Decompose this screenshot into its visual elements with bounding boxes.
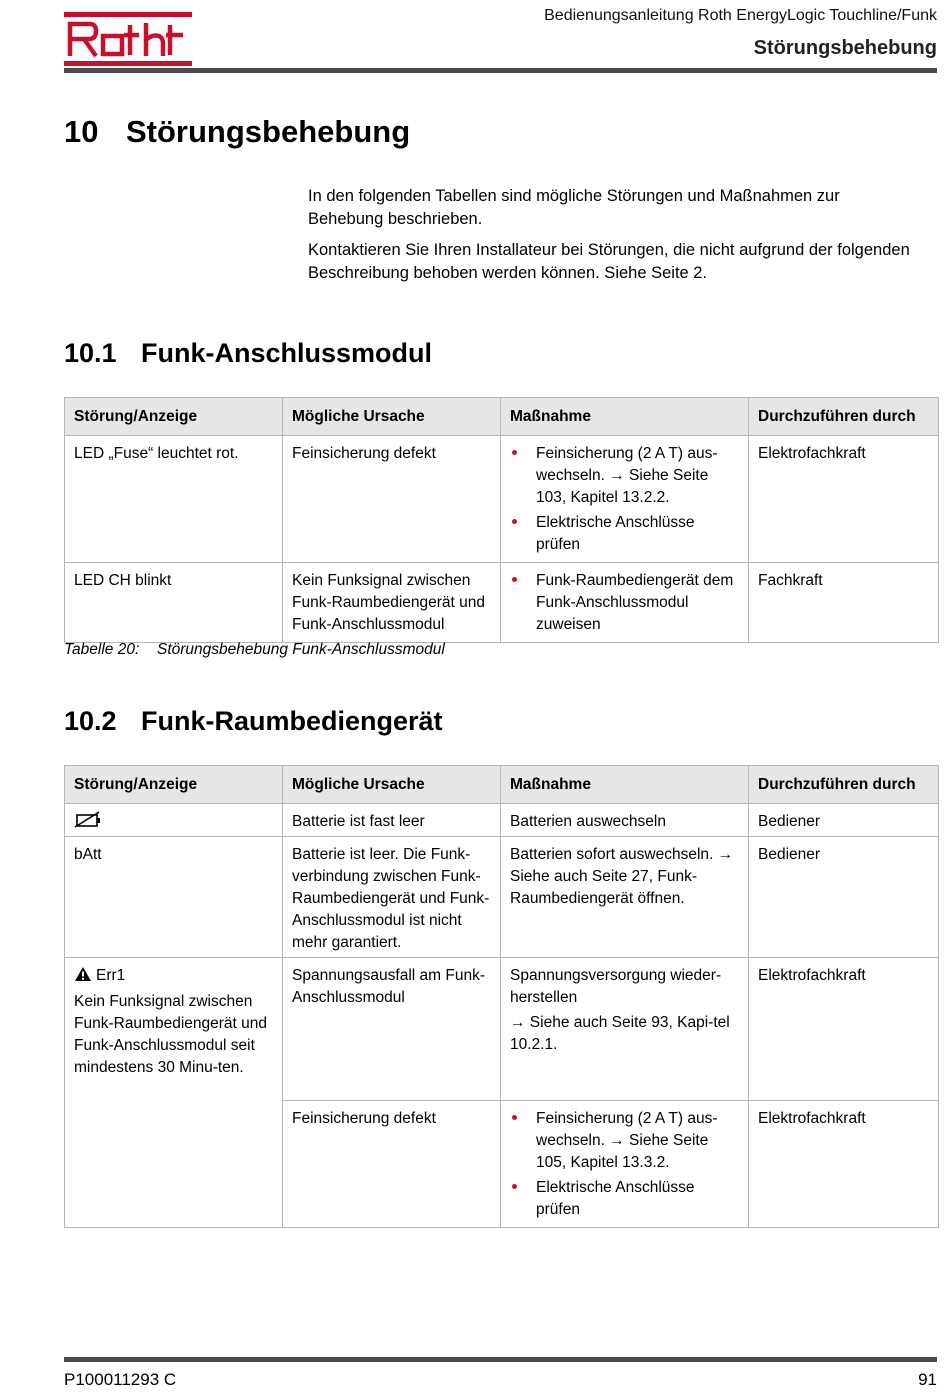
warning-icon bbox=[74, 966, 92, 982]
column-header: Durchzuführen durch bbox=[749, 766, 939, 804]
table-header-row bbox=[65, 398, 939, 436]
action-cell: Batterien sofort auswechseln. → Siehe auch Seite 27, Funk-Raumbediengerät öffnen. bbox=[501, 837, 749, 958]
intro-text bbox=[308, 185, 918, 293]
section-heading-funk-anschlussmodul bbox=[64, 338, 432, 369]
chapter-number: 10 bbox=[64, 114, 99, 149]
column-header: Störung/Anzeige bbox=[65, 766, 283, 804]
fault-cell bbox=[65, 958, 283, 1228]
column-header: Maßnahme bbox=[501, 398, 749, 436]
fault-cell: bAtt bbox=[65, 837, 283, 958]
caption-label: Tabelle 20: bbox=[64, 641, 140, 658]
header-rule bbox=[64, 68, 937, 73]
table-row bbox=[65, 436, 939, 563]
battery-low-icon bbox=[74, 811, 104, 829]
table-row bbox=[65, 804, 939, 837]
column-header: Mögliche Ursache bbox=[283, 766, 501, 804]
footer-rule bbox=[64, 1357, 937, 1362]
fault-cell: LED „Fuse“ leuchtet rot. bbox=[65, 436, 283, 563]
header-document-title: Bedienungsanleitung Roth EnergyLogic Touchline/Funk bbox=[544, 7, 937, 24]
action-bullet: Feinsicherung (2 A T) aus-wechseln. → Siehe Seite 105, Kapitel 13.3.2. bbox=[510, 1108, 739, 1174]
action-cell: Batterien auswechseln bbox=[501, 804, 749, 837]
action-text: Spannungsversorgung wieder-herstellen bbox=[510, 967, 722, 1006]
cause-cell: Feinsicherung defekt bbox=[283, 1101, 501, 1228]
performer-cell: Bediener bbox=[749, 804, 939, 837]
performer-cell: Elektrofachkraft bbox=[749, 1101, 939, 1228]
column-header: Mögliche Ursache bbox=[283, 398, 501, 436]
table-row bbox=[65, 563, 939, 643]
action-bullet: Elektrische Anschlüsse prüfen bbox=[510, 1177, 739, 1221]
performer-cell: Elektrofachkraft bbox=[749, 436, 939, 563]
action-cell bbox=[501, 958, 749, 1101]
fault-cell: LED CH blinkt bbox=[65, 563, 283, 643]
table-caption bbox=[64, 641, 445, 659]
table-row bbox=[65, 958, 939, 1101]
action-cell bbox=[501, 563, 749, 643]
fault-table-anschlussmodul bbox=[64, 397, 939, 643]
caption-text: Störungsbehebung Funk-Anschlussmodul bbox=[157, 641, 445, 658]
column-header: Maßnahme bbox=[501, 766, 749, 804]
section-number: 10.1 bbox=[64, 338, 117, 368]
fault-code: Err1 bbox=[96, 967, 126, 984]
page-number: 91 bbox=[918, 1370, 937, 1389]
performer-cell: Fachkraft bbox=[749, 563, 939, 643]
chapter-heading bbox=[64, 114, 410, 150]
fault-cell bbox=[65, 804, 283, 837]
column-header: Störung/Anzeige bbox=[65, 398, 283, 436]
action-bullet: Elektrische Anschlüsse prüfen bbox=[510, 512, 739, 556]
roth-logo bbox=[64, 12, 192, 66]
section-title: Funk-Raumbediengerät bbox=[141, 706, 443, 736]
column-header: Durchzuführen durch bbox=[749, 398, 939, 436]
action-bullet: Feinsicherung (2 A T) aus-wechseln. → Siehe Seite 103, Kapitel 13.2.2. bbox=[510, 443, 739, 509]
cause-cell: Batterie ist leer. Die Funk-verbindung zwischen Funk-Raumbediengerät und Funk-Anschlussmodul ist nicht mehr garantiert. bbox=[283, 837, 501, 958]
intro-paragraph: In den folgenden Tabellen sind mögliche Störungen und Maßnahmen zur Behebung beschrieben. bbox=[308, 187, 840, 228]
performer-cell: Bediener bbox=[749, 837, 939, 958]
header-section-title: Störungsbehebung bbox=[753, 37, 937, 59]
action-reference: → Siehe auch Seite 93, Kapi-tel 10.2.1. bbox=[510, 1014, 730, 1053]
cause-cell: Feinsicherung defekt bbox=[283, 436, 501, 563]
chapter-title: Störungsbehebung bbox=[126, 114, 411, 149]
fault-description: Kein Funksignal zwischen Funk-Raumbediengerät und Funk-Anschlussmodul seit mindestens 30 Minu-ten. bbox=[74, 993, 268, 1076]
cause-cell: Spannungsausfall am Funk-Anschlussmodul bbox=[283, 958, 501, 1101]
intro-paragraph: Kontaktieren Sie Ihren Installateur bei Störungen, die nicht aufgrund der folgenden Beschreibung behoben werden können. Siehe Seite 2. bbox=[308, 241, 910, 282]
cause-cell: Kein Funksignal zwischen Funk-Raumbediengerät und Funk-Anschlussmodul bbox=[283, 563, 501, 643]
performer-cell: Elektrofachkraft bbox=[749, 958, 939, 1101]
fault-table-raumbediengeraet bbox=[64, 765, 939, 1228]
section-title: Funk-Anschlussmodul bbox=[141, 338, 433, 368]
table-row bbox=[65, 837, 939, 958]
action-bullet: Funk-Raumbediengerät dem Funk-Anschlussmodul zuweisen bbox=[510, 570, 739, 636]
section-heading-funk-raumbediengeraet bbox=[64, 706, 443, 737]
fault-code-line bbox=[74, 965, 273, 987]
section-number: 10.2 bbox=[64, 706, 117, 736]
action-cell bbox=[501, 1101, 749, 1228]
cause-cell: Batterie ist fast leer bbox=[283, 804, 501, 837]
document-number: P100011293 C bbox=[64, 1370, 177, 1389]
action-cell bbox=[501, 436, 749, 563]
table-header-row bbox=[65, 766, 939, 804]
